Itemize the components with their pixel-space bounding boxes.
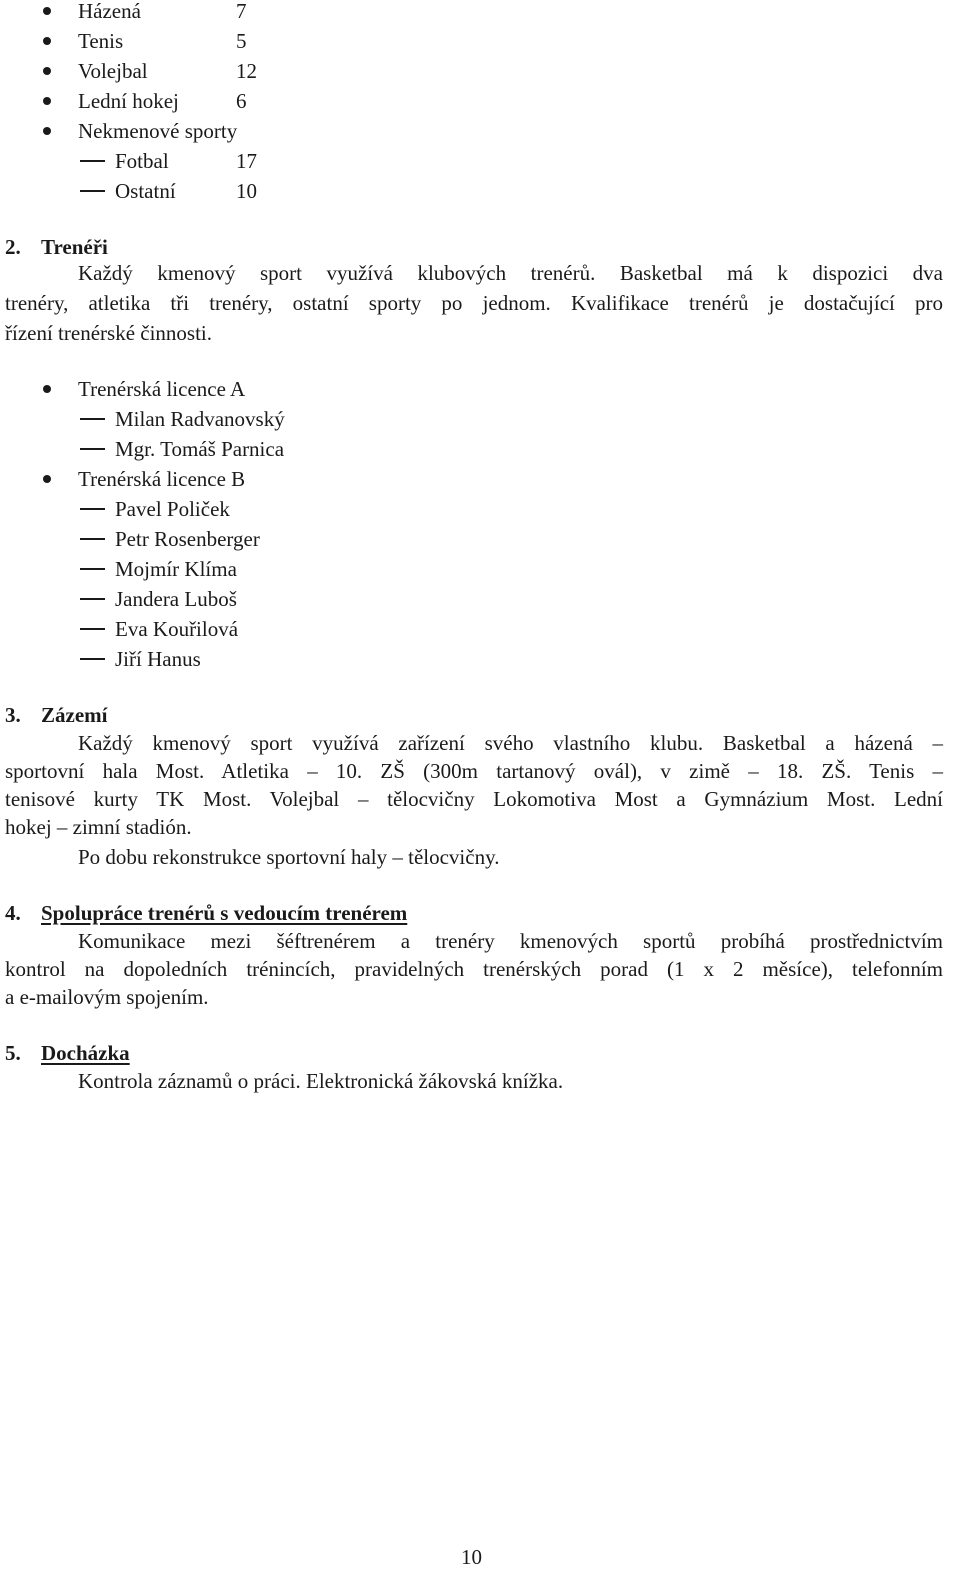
bullet-icon	[43, 385, 51, 393]
paragraph-note: Po dobu rekonstrukce sportovní haly – tělocvičny.	[78, 845, 500, 869]
list-item-count: 17	[236, 149, 257, 173]
bullet-icon	[43, 37, 51, 45]
dash-icon	[80, 190, 105, 192]
list-item: Lední hokej	[78, 89, 179, 113]
coach-name: Mgr. Tomáš Parnica	[115, 437, 285, 461]
coach-name: Petr Rosenberger	[115, 527, 260, 551]
bullet-icon	[43, 475, 51, 483]
paragraph-line: tenisové kurty TK Most. Volejbal – tělocvičny Lokomotiva Most a Gymnázium Most. Lední	[5, 787, 943, 811]
bullet-icon	[43, 7, 51, 15]
dash-icon	[80, 160, 105, 162]
list-item: Tenis	[78, 29, 124, 53]
paragraph-line: řízení trenérské činnosti.	[5, 321, 213, 345]
paragraph-line: a e-mailovým spojením.	[5, 985, 209, 1009]
list-item: Volejbal	[78, 59, 148, 83]
page-number: 10	[461, 1545, 482, 1569]
coach-name: Eva Kouřilová	[115, 617, 239, 641]
dash-icon	[80, 628, 105, 630]
paragraph-line: sportovní hala Most. Atletika – 10. ZŠ (300m tartanový ovál), v zimě – 18. ZŠ. Tenis –	[5, 759, 943, 783]
dash-icon	[80, 568, 105, 570]
paragraph-line: trenéry, atletika tři trenéry, ostatní sporty po jednom. Kvalifikace trenérů je dostačující pro	[5, 291, 943, 315]
section-number: 3.	[5, 703, 21, 727]
bullet-icon	[43, 67, 51, 75]
coach-name: Jiří Hanus	[115, 647, 201, 671]
dash-icon	[80, 598, 105, 600]
bullet-icon	[43, 97, 51, 105]
coach-name: Pavel Poliček	[115, 497, 230, 521]
licence-heading: Trenérská licence A	[78, 377, 246, 401]
section-number: 2.	[5, 235, 21, 259]
section-number: 5.	[5, 1041, 21, 1065]
paragraph-line: Každý kmenový sport využívá zařízení svého vlastního klubu. Basketbal a házená –	[78, 731, 943, 755]
paragraph-line: Každý kmenový sport využívá klubových trenérů. Basketbal má k dispozici dva	[78, 261, 943, 285]
paragraph-line: Komunikace mezi šéftrenérem a trenéry kmenových sportů probíhá prostřednictvím	[78, 929, 943, 953]
dash-icon	[80, 448, 105, 450]
paragraph-line: hokej – zimní stadión.	[5, 815, 192, 839]
dash-icon	[80, 418, 105, 420]
section-title: Trenéři	[41, 235, 108, 259]
section-title: Zázemí	[41, 703, 108, 727]
list-item: Nekmenové sporty	[78, 119, 238, 143]
section-title: Docházka	[41, 1041, 130, 1065]
list-subitem: Ostatní	[115, 179, 176, 203]
dash-icon	[80, 538, 105, 540]
coach-name: Jandera Luboš	[115, 587, 237, 611]
list-item: Házená	[78, 0, 141, 23]
coach-name: Milan Radvanovský	[115, 407, 285, 431]
list-subitem: Fotbal	[115, 149, 169, 173]
paragraph-line: Kontrola záznamů o práci. Elektronická žákovská knížka.	[78, 1069, 564, 1093]
dash-icon	[80, 508, 105, 510]
bullet-icon	[43, 127, 51, 135]
list-item-count: 6	[236, 89, 247, 113]
section-number: 4.	[5, 901, 21, 925]
coach-name: Mojmír Klíma	[115, 557, 237, 581]
dash-icon	[80, 658, 105, 660]
list-item-count: 7	[236, 0, 247, 23]
list-item-count: 10	[236, 179, 257, 203]
list-item-count: 12	[236, 59, 257, 83]
licence-heading: Trenérská licence B	[78, 467, 246, 491]
paragraph-line: kontrol na dopoledních trénincích, pravidelných trenérských porad (1 x 2 měsíce), telefonním	[5, 957, 943, 981]
section-title: Spolupráce trenérů s vedoucím trenérem	[41, 901, 408, 925]
list-item-count: 5	[236, 29, 247, 53]
